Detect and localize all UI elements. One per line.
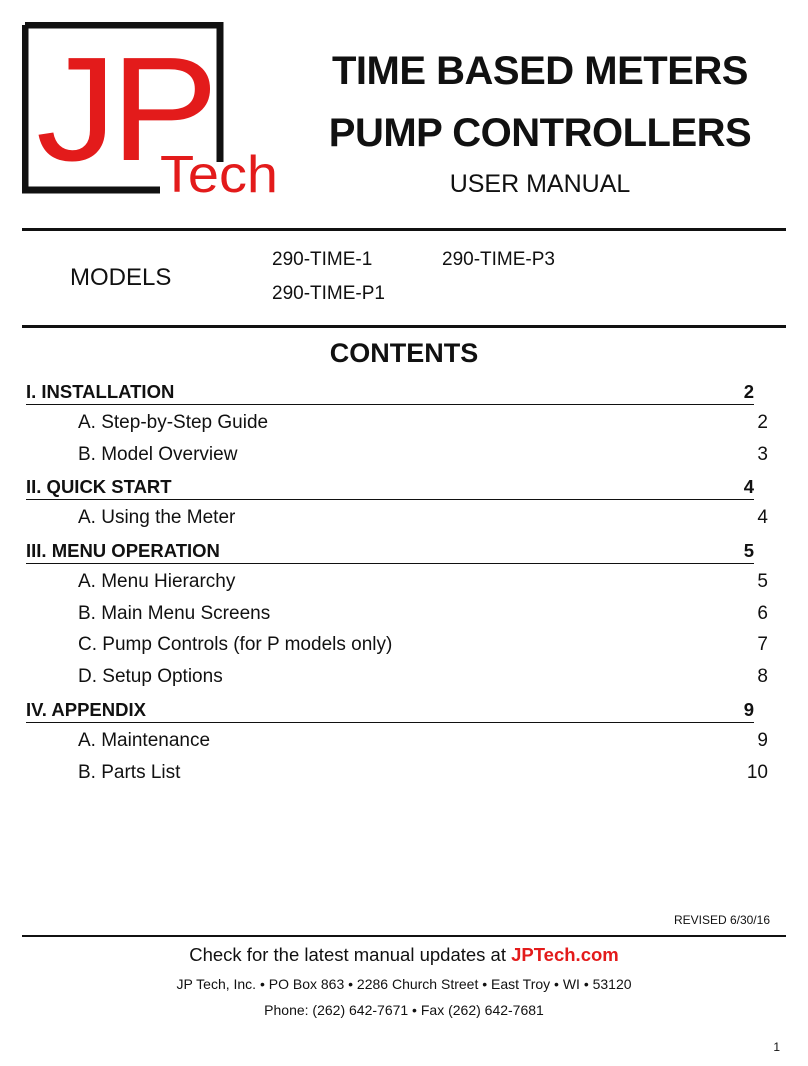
toc-subsection-row[interactable]: [26, 662, 768, 690]
toc-subsection-row[interactable]: [26, 758, 768, 786]
toc-section-row[interactable]: [26, 694, 754, 723]
toc-subsection-row[interactable]: [26, 599, 768, 627]
toc-entry-page: 9: [743, 699, 754, 720]
update-text: Check for the latest manual updates at: [189, 944, 512, 965]
model-item: 290-TIME-P3: [442, 249, 555, 270]
toc-entry-page: 9: [757, 729, 768, 751]
bottom-divider: [22, 935, 786, 937]
title-line-1: TIME BASED METERS: [332, 49, 748, 93]
toc-section-row[interactable]: [26, 471, 754, 500]
toc-entry-page: 5: [743, 540, 754, 561]
toc-section-row[interactable]: [26, 376, 754, 405]
toc-entry-label: D. Setup Options: [78, 666, 223, 688]
toc-entry-label: IV. APPENDIX: [26, 699, 146, 720]
toc-entry-label: II. QUICK START: [26, 476, 172, 498]
contents-title: CONTENTS: [329, 338, 479, 368]
top-divider: [22, 228, 786, 231]
toc-entry-label: A. Maintenance: [78, 729, 211, 751]
toc-subsection-row[interactable]: [26, 726, 768, 754]
page-number: 1: [773, 1040, 780, 1054]
toc-entry-label: B. Model Overview: [78, 443, 238, 465]
model-item: 290-TIME-1: [272, 249, 373, 270]
toc-entry-page: 4: [743, 476, 754, 498]
toc-entry-page: 2: [757, 411, 768, 433]
update-notice: [0, 942, 808, 968]
middle-divider: [22, 325, 786, 328]
toc-entry-label: B. Main Menu Screens: [78, 602, 271, 624]
jp-tech-logo: [22, 22, 280, 194]
logo-jp-text: JP: [36, 27, 212, 192]
subtitle: USER MANUAL: [449, 170, 631, 198]
toc-entry-page: 3: [757, 443, 768, 465]
logo-graphic: [22, 22, 280, 194]
toc-entry-page: 7: [757, 634, 768, 656]
company-phone: Phone: (262) 642-7671 • Fax (262) 642-7681: [264, 1002, 544, 1018]
toc-entry-label: A. Menu Hierarchy: [78, 570, 236, 592]
models-label: MODELS: [70, 264, 172, 291]
toc-entry-page: 5: [757, 570, 768, 592]
toc-subsection-row[interactable]: [26, 630, 768, 658]
toc-entry-label: III. MENU OPERATION: [26, 540, 220, 561]
toc-entry-page: 2: [743, 381, 754, 402]
toc-subsection-row[interactable]: [26, 440, 768, 468]
toc-subsection-row[interactable]: [26, 567, 768, 595]
toc-entry-page: 10: [746, 761, 768, 783]
toc-section-row[interactable]: [26, 535, 754, 564]
toc-entry-label: A. Step-by-Step Guide: [78, 411, 269, 433]
toc-entry-label: I. INSTALLATION: [26, 381, 175, 402]
toc-entry-label: C. Pump Controls (for P models only): [78, 634, 393, 656]
revised-date: REVISED 6/30/16: [673, 913, 770, 927]
toc-subsection-row[interactable]: [26, 408, 768, 436]
company-address: JP Tech, Inc. • PO Box 863 • 2286 Church Street • East Troy • WI • 53120: [176, 976, 632, 992]
toc-entry-page: 4: [757, 507, 768, 529]
toc-entry-label: B. Parts List: [78, 761, 181, 783]
toc-entry-page: 6: [757, 602, 768, 624]
website-link[interactable]: JPTech.com: [511, 944, 619, 965]
toc-entry-label: A. Using the Meter: [78, 507, 236, 529]
title-line-2: PUMP CONTROLLERS: [328, 111, 752, 155]
logo-tech-text: Tech: [160, 146, 278, 194]
model-item: 290-TIME-P1: [272, 283, 385, 304]
toc-subsection-row[interactable]: [26, 503, 768, 531]
toc-entry-page: 8: [757, 666, 768, 688]
